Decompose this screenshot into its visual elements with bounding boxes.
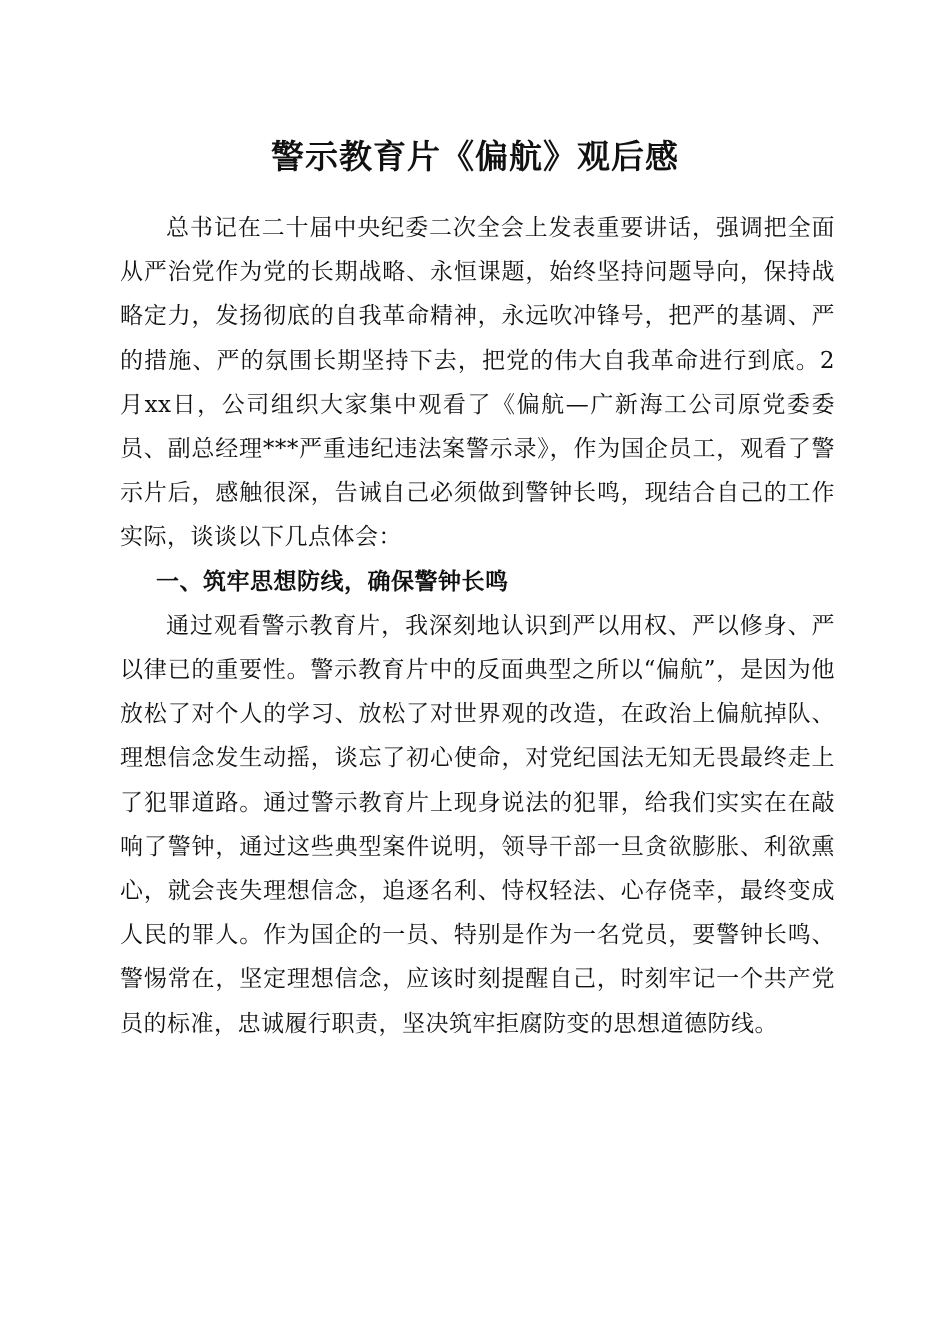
- intro-paragraph: 总书记在二十届中央纪委二次全会上发表重要讲话，强调把全面从严治党作为党的长期战略、永恒课题，始终坚持问题导向，保持战略定力，发扬彻底的自我革命精神，永远吹冲锋号，把严的基调、严的措施、严的氛围长期坚持下去，把党的伟大自我革命进行到底。2月xx日，公司组织大家集中观看了《偏航—广新海工公司原党委委员、副总经理***严重违纪违法案警示录》，作为国企员工，观看了警示片后，感触很深，告诫自己必须做到警钟长鸣，现结合自己的工作实际，谈谈以下几点体会：: [120, 215, 835, 551]
- section-paragraph: 通过观看警示教育片，我深刻地认识到严以用权、严以修身、严以律已的重要性。警示教育片中的反面典型之所以“偏航”，是因为他放松了对个人的学习、放松了对世界观的改造，在政治上偏航掉队、理想信念发生动摇，谈忘了初心使命，对党纪国法无知无畏最终走上了犯罪道路。通过警示教育片上现身说法的犯罪，给我们实实在在敲响了警钟，通过这些典型案件说明，领导干部一旦贪欲膨胀、利欲熏心，就会丧失理想信念，追逐名利、恃权轻法、心存侥幸，最终变成人民的罪人。作为国企的一员、特别是作为一名党员，要警钟长鸣、警惕常在，坚定理想信念，应该时刻提醒自己，时刻牢记一个共产党员的标准，忠诚履行职责，坚决筑牢拒腐防变的思想道德防线。: [120, 612, 835, 1037]
- document-title: 警示教育片《偏航》观后感: [271, 137, 679, 176]
- document-body: [120, 206, 835, 1046]
- section-heading: 一、筑牢思想防线，确保警钟长鸣: [156, 568, 509, 595]
